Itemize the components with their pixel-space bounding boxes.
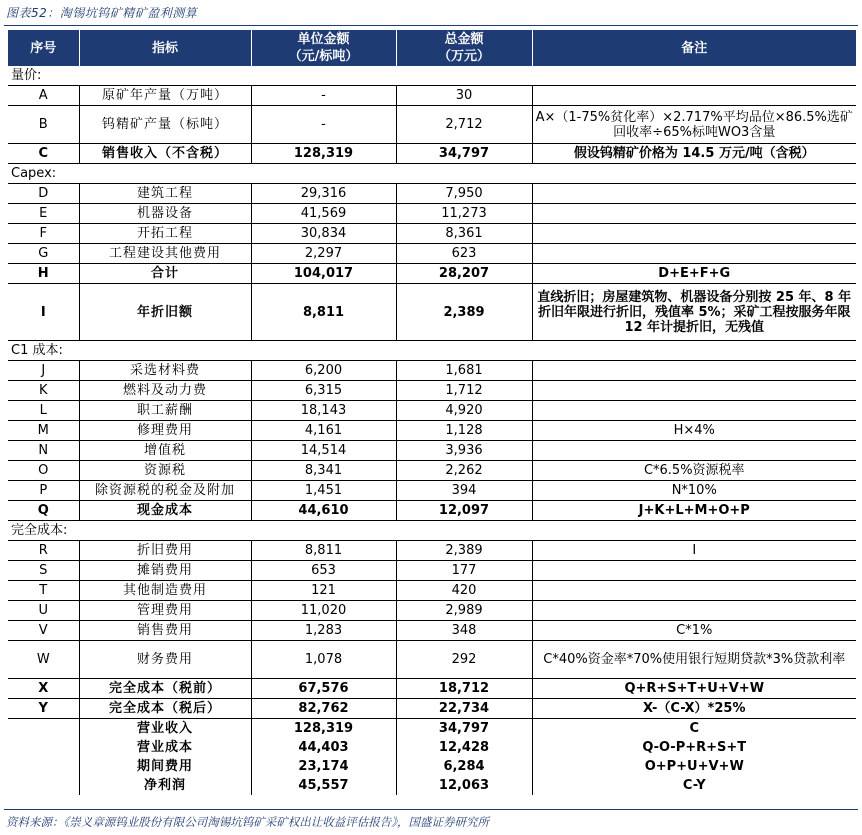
total-amount-cell: 11,273 xyxy=(396,204,532,224)
table-row xyxy=(8,184,856,204)
table-row xyxy=(8,244,856,264)
unit-amount-cell: 4,161 xyxy=(251,421,396,441)
unit-amount-cell: 128,319 xyxy=(251,144,396,164)
table-row xyxy=(8,699,856,719)
row-id-cell: V xyxy=(8,621,79,641)
row-id-cell: K xyxy=(8,381,79,401)
header-total-amount-line2: （万元） xyxy=(437,49,490,64)
unit-amount-cell: 8,811 xyxy=(251,541,396,561)
table-row xyxy=(8,581,856,601)
indicator-cell: 财务费用 xyxy=(79,641,251,679)
remark-cell xyxy=(532,244,856,264)
total-amount-cell: 34,797 xyxy=(396,144,532,164)
profit-estimate-table xyxy=(8,30,856,795)
remark-cell xyxy=(532,561,856,581)
table-row xyxy=(8,381,856,401)
table-row xyxy=(8,86,856,106)
table-header xyxy=(8,30,856,66)
table-row xyxy=(8,264,856,284)
unit-amount-cell: 104,017 xyxy=(251,264,396,284)
indicator-cell: 营业收入 xyxy=(79,719,251,739)
total-amount-cell: 1,712 xyxy=(396,381,532,401)
row-id-cell xyxy=(8,757,79,776)
unit-amount-cell: 82,762 xyxy=(251,699,396,719)
unit-amount-cell: 1,283 xyxy=(251,621,396,641)
section-row xyxy=(8,521,856,541)
table-row xyxy=(8,561,856,581)
section-label: 完全成本: xyxy=(8,521,856,541)
table-row xyxy=(8,106,856,144)
remark-cell: C-Y xyxy=(682,778,706,793)
row-id-cell: W xyxy=(8,641,79,679)
remark-cell: Q+R+S+T+U+V+W xyxy=(532,679,856,699)
remark-cell xyxy=(532,381,856,401)
caption-divider xyxy=(4,25,858,26)
unit-amount-cell: 29,316 xyxy=(251,184,396,204)
remark-cell xyxy=(532,401,856,421)
header-remark: 备注 xyxy=(532,30,856,66)
table-row xyxy=(8,719,856,739)
indicator-cell: 燃料及动力费 xyxy=(79,381,251,401)
total-amount-cell: 420 xyxy=(396,581,532,601)
total-amount-cell: 7,950 xyxy=(396,184,532,204)
unit-amount-cell: 14,514 xyxy=(251,441,396,461)
total-amount-cell: 2,712 xyxy=(396,106,532,144)
unit-amount-cell: 653 xyxy=(251,561,396,581)
total-amount-cell: 2,389 xyxy=(396,284,532,341)
table-row xyxy=(8,224,856,244)
remark-cell: C xyxy=(689,721,700,736)
row-id-cell xyxy=(8,719,79,739)
source-note: 资料来源：《崇义章源钨业股份有限公司淘锡坑钨矿采矿权出让收益评估报告》，国盛证券研究所 xyxy=(6,815,489,829)
remark-cell: J+K+L+M+O+P xyxy=(532,501,856,521)
table-row xyxy=(8,776,856,795)
row-id-cell xyxy=(8,776,79,795)
row-id-cell: O xyxy=(8,461,79,481)
indicator-cell: 资源税 xyxy=(79,461,251,481)
footer-divider xyxy=(4,809,858,810)
remark-cell: 假设钨精矿价格为 14.5 万元/吨（含税） xyxy=(532,144,856,164)
unit-amount-cell: 121 xyxy=(251,581,396,601)
indicator-cell: 采选材料费 xyxy=(79,361,251,381)
header-indicator: 指标 xyxy=(79,30,251,66)
indicator-cell: 销售费用 xyxy=(79,621,251,641)
row-id-cell: L xyxy=(8,401,79,421)
total-amount-cell: 22,734 xyxy=(396,699,532,719)
indicator-cell: 机器设备 xyxy=(79,204,251,224)
indicator-cell: 开拓工程 xyxy=(79,224,251,244)
remark-cell: C*1% xyxy=(532,621,856,641)
total-amount-cell: 292 xyxy=(396,641,532,679)
row-id-cell xyxy=(8,738,79,757)
indicator-cell: 营业成本 xyxy=(79,738,251,757)
total-amount-cell: 6,284 xyxy=(396,757,532,776)
remark-cell xyxy=(532,361,856,381)
header-seq: 序号 xyxy=(8,30,79,66)
remark-cell xyxy=(532,441,856,461)
total-amount-cell: 2,389 xyxy=(396,541,532,561)
row-id-cell: F xyxy=(8,224,79,244)
total-amount-cell: 12,428 xyxy=(396,738,532,757)
row-id-cell: G xyxy=(8,244,79,264)
remark-cell: N*10% xyxy=(532,481,856,501)
indicator-cell: 管理费用 xyxy=(79,601,251,621)
section-row xyxy=(8,164,856,184)
indicator-cell: 增值税 xyxy=(79,441,251,461)
figure-caption: 图表52：淘锡坑钨矿精矿盈利测算 xyxy=(6,6,198,20)
indicator-cell: 年折旧额 xyxy=(79,284,251,341)
unit-amount-cell: - xyxy=(251,86,396,106)
total-amount-cell: 12,097 xyxy=(396,501,532,521)
row-id-cell: N xyxy=(8,441,79,461)
indicator-cell: 修理费用 xyxy=(79,421,251,441)
table-row xyxy=(8,441,856,461)
table-row xyxy=(8,679,856,699)
remark-cell xyxy=(532,184,856,204)
table-row xyxy=(8,361,856,381)
unit-amount-cell: 11,020 xyxy=(251,601,396,621)
remark-cell: 直线折旧；房屋建筑物、机器设备分别按 25 年、8 年折旧年限进行折旧，残值率 5%；采矿工程按服务年限 12 年计提折旧，无残值 xyxy=(532,284,856,341)
row-id-cell: Q xyxy=(8,501,79,521)
indicator-cell: 建筑工程 xyxy=(79,184,251,204)
total-amount-cell: 34,797 xyxy=(396,719,532,739)
total-amount-cell: 8,361 xyxy=(396,224,532,244)
remark-cell xyxy=(532,86,856,106)
unit-amount-cell: 2,297 xyxy=(251,244,396,264)
unit-amount-cell: 44,403 xyxy=(251,738,396,757)
unit-amount-cell: 6,200 xyxy=(251,361,396,381)
indicator-cell: 销售收入（不含税） xyxy=(79,144,251,164)
row-id-cell: U xyxy=(8,601,79,621)
remark-cell xyxy=(532,601,856,621)
row-id-cell: R xyxy=(8,541,79,561)
remark-cell xyxy=(532,581,856,601)
total-amount-cell: 348 xyxy=(396,621,532,641)
total-amount-cell: 623 xyxy=(396,244,532,264)
remark-cell: C*6.5%资源税率 xyxy=(532,461,856,481)
unit-amount-cell: 44,610 xyxy=(251,501,396,521)
section-label: Capex: xyxy=(8,164,856,184)
indicator-cell: 完全成本（税前） xyxy=(79,679,251,699)
indicator-cell: 合计 xyxy=(79,264,251,284)
table-row xyxy=(8,601,856,621)
table-row xyxy=(8,621,856,641)
table-row xyxy=(8,144,856,164)
unit-amount-cell: 18,143 xyxy=(251,401,396,421)
unit-amount-cell: 41,569 xyxy=(251,204,396,224)
row-id-cell: P xyxy=(8,481,79,501)
table-row xyxy=(8,401,856,421)
total-amount-cell: 2,262 xyxy=(396,461,532,481)
table-row xyxy=(8,757,856,776)
table-row xyxy=(8,204,856,224)
total-amount-cell: 394 xyxy=(396,481,532,501)
remark-cell: D+E+F+G xyxy=(532,264,856,284)
remark-cell: H×4% xyxy=(532,421,856,441)
table-body xyxy=(8,66,856,795)
total-amount-cell: 1,681 xyxy=(396,361,532,381)
row-id-cell: J xyxy=(8,361,79,381)
header-unit-amount-line1: 单位金额 xyxy=(297,32,350,47)
row-id-cell: X xyxy=(8,679,79,699)
table-row xyxy=(8,641,856,679)
total-amount-cell: 1,128 xyxy=(396,421,532,441)
table-row xyxy=(8,421,856,441)
total-amount-cell: 18,712 xyxy=(396,679,532,699)
indicator-cell: 其他制造费用 xyxy=(79,581,251,601)
total-amount-cell: 12,063 xyxy=(396,776,532,795)
section-row xyxy=(8,341,856,361)
table-row xyxy=(8,738,856,757)
unit-amount-cell: 6,315 xyxy=(251,381,396,401)
row-id-cell: B xyxy=(8,106,79,144)
indicator-cell: 原矿年产量（万吨） xyxy=(79,86,251,106)
header-total-amount-line1: 总金额 xyxy=(444,32,484,47)
unit-amount-cell: 30,834 xyxy=(251,224,396,244)
indicator-cell: 除资源税的税金及附加 xyxy=(79,481,251,501)
row-id-cell: E xyxy=(8,204,79,224)
unit-amount-cell: 128,319 xyxy=(251,719,396,739)
remark-cell: Q-O-P+R+S+T xyxy=(642,740,747,755)
indicator-cell: 摊销费用 xyxy=(79,561,251,581)
unit-amount-cell: 23,174 xyxy=(251,757,396,776)
section-row xyxy=(8,66,856,86)
remark-cell: X-（C-X）*25% xyxy=(532,699,856,719)
row-id-cell: T xyxy=(8,581,79,601)
header-unit-amount xyxy=(251,30,396,66)
indicator-cell: 期间费用 xyxy=(79,757,251,776)
indicator-cell: 现金成本 xyxy=(79,501,251,521)
remark-cell xyxy=(532,204,856,224)
unit-amount-cell: 8,811 xyxy=(251,284,396,341)
row-id-cell: M xyxy=(8,421,79,441)
total-amount-cell: 2,989 xyxy=(396,601,532,621)
row-id-cell: I xyxy=(8,284,79,341)
total-amount-cell: 30 xyxy=(396,86,532,106)
row-id-cell: C xyxy=(8,144,79,164)
header-unit-amount-line2: （元/标吨） xyxy=(288,49,359,64)
indicator-cell: 工程建设其他费用 xyxy=(79,244,251,264)
indicator-cell: 折旧费用 xyxy=(79,541,251,561)
remark-cell: A×（1-75%贫化率）×2.717%平均品位×86.5%选矿回收率÷65%标吨WO3含量 xyxy=(532,106,856,144)
row-id-cell: Y xyxy=(8,699,79,719)
table-row xyxy=(8,481,856,501)
section-label: C1 成本: xyxy=(8,341,856,361)
header-total-amount xyxy=(396,30,532,66)
indicator-cell: 钨精矿产量（标吨） xyxy=(79,106,251,144)
section-label: 量价: xyxy=(8,66,856,86)
indicator-cell: 完全成本（税后） xyxy=(79,699,251,719)
row-id-cell: H xyxy=(8,264,79,284)
total-amount-cell: 3,936 xyxy=(396,441,532,461)
total-amount-cell: 28,207 xyxy=(396,264,532,284)
unit-amount-cell: 45,557 xyxy=(251,776,396,795)
remark-cell: I xyxy=(532,541,856,561)
table-row xyxy=(8,461,856,481)
row-id-cell: A xyxy=(8,86,79,106)
unit-amount-cell: 1,078 xyxy=(251,641,396,679)
unit-amount-cell: 8,341 xyxy=(251,461,396,481)
table-row xyxy=(8,501,856,521)
total-amount-cell: 4,920 xyxy=(396,401,532,421)
unit-amount-cell: 67,576 xyxy=(251,679,396,699)
row-id-cell: S xyxy=(8,561,79,581)
unit-amount-cell: - xyxy=(251,106,396,144)
unit-amount-cell: 1,451 xyxy=(251,481,396,501)
indicator-cell: 净利润 xyxy=(79,776,251,795)
table-row xyxy=(8,284,856,341)
table-row xyxy=(8,541,856,561)
remark-cell: O+P+U+V+W xyxy=(644,759,744,774)
remark-cell: C*40%资金率*70%使用银行短期贷款*3%贷款利率 xyxy=(532,641,856,679)
remark-cell xyxy=(532,224,856,244)
total-amount-cell: 177 xyxy=(396,561,532,581)
indicator-cell: 职工薪酬 xyxy=(79,401,251,421)
row-id-cell: D xyxy=(8,184,79,204)
